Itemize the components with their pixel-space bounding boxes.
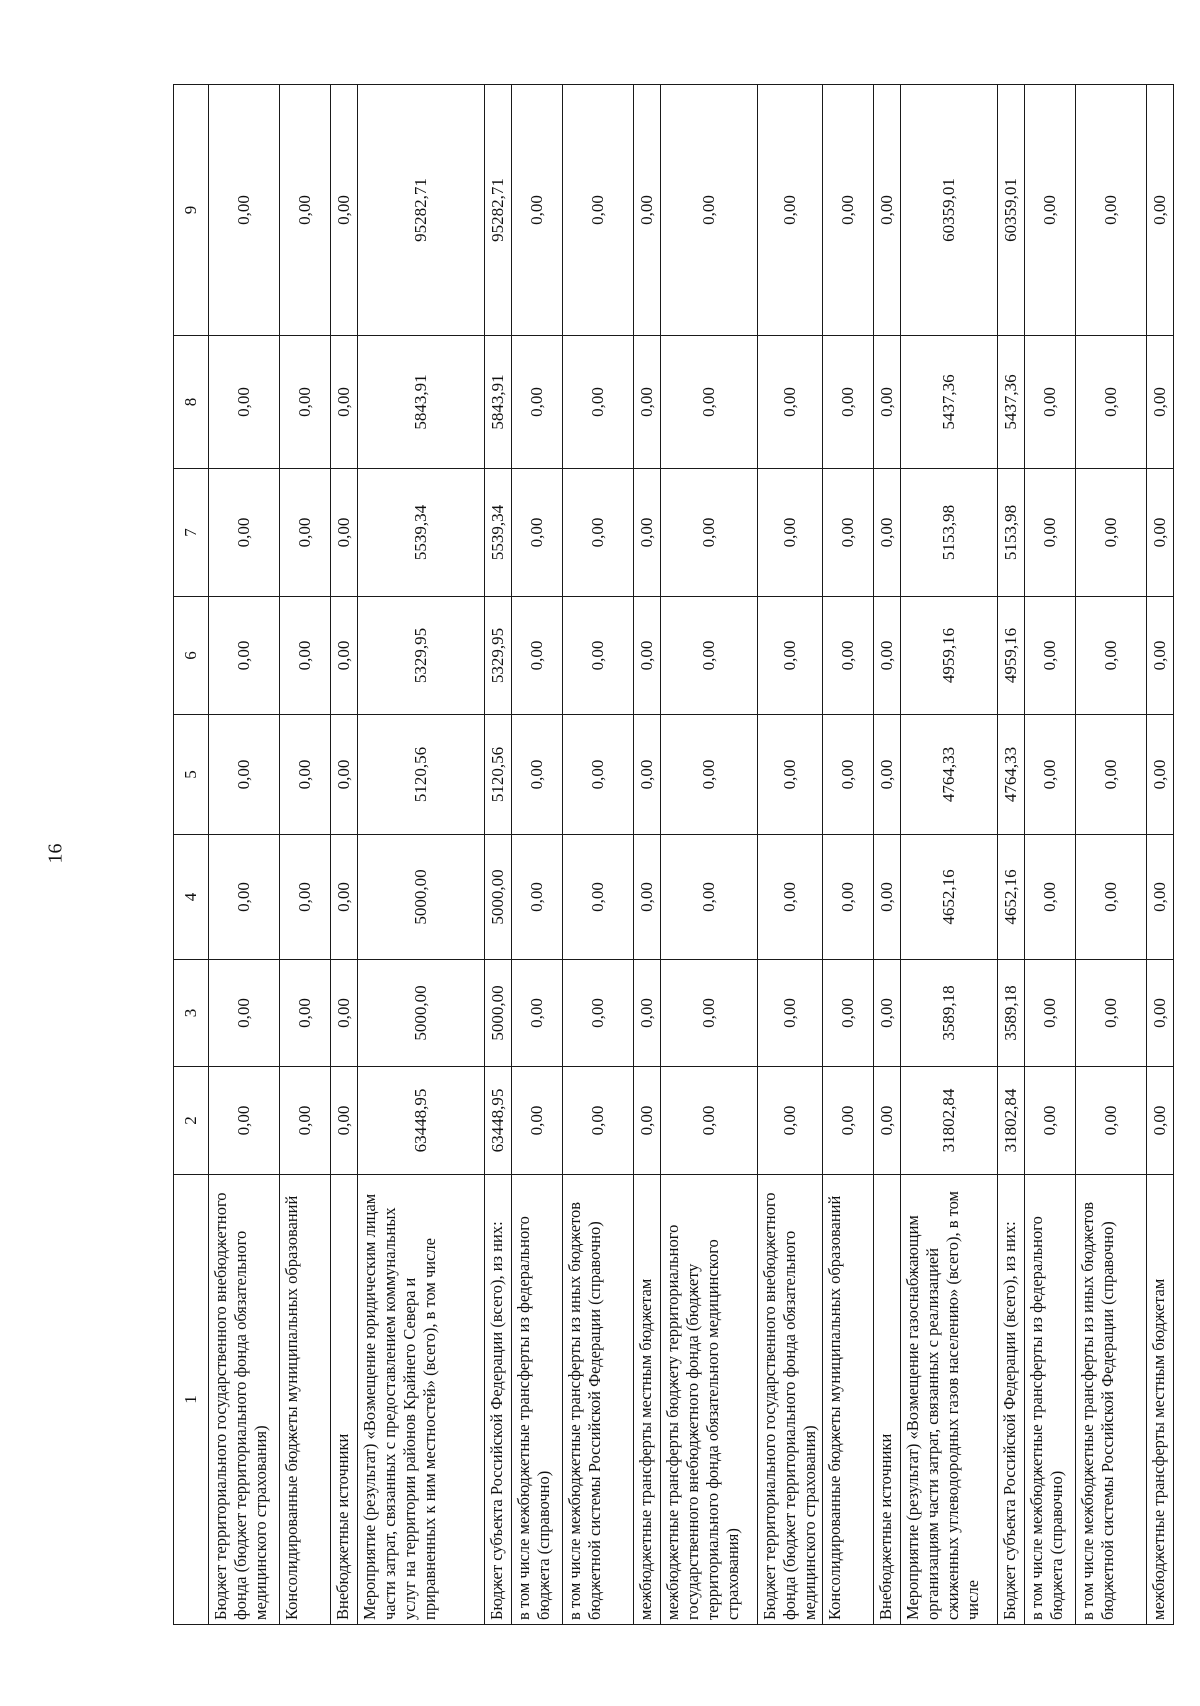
table-row xyxy=(661,85,758,1625)
value-cell: 0,00 xyxy=(512,715,563,835)
column-header: 5 xyxy=(174,715,209,835)
table-row xyxy=(874,85,901,1625)
value-cell: 0,00 xyxy=(331,960,358,1067)
value-cell: 95282,71 xyxy=(358,85,485,336)
value-cell: 60359,01 xyxy=(998,85,1025,336)
column-header: 8 xyxy=(174,336,209,469)
header-row xyxy=(174,85,209,1625)
value-cell: 95282,71 xyxy=(485,85,512,336)
value-cell: 0,00 xyxy=(1025,715,1076,835)
row-label: Бюджет территориального государственного внебюджетного фонда (бюджет территориального фонда обязательного медицинского страхования) xyxy=(209,1175,280,1625)
value-cell: 5153,98 xyxy=(901,469,998,597)
page-number: 16 xyxy=(44,843,67,864)
value-cell: 0,00 xyxy=(563,835,634,960)
value-cell: 0,00 xyxy=(758,715,823,835)
row-label: Внебюджетные источники xyxy=(331,1175,358,1625)
value-cell: 0,00 xyxy=(661,835,758,960)
table-row xyxy=(331,85,358,1625)
value-cell: 0,00 xyxy=(874,960,901,1067)
value-cell: 0,00 xyxy=(1147,336,1174,469)
value-cell: 4959,16 xyxy=(998,597,1025,715)
value-cell: 0,00 xyxy=(823,960,874,1067)
column-header: 6 xyxy=(174,597,209,715)
value-cell: 0,00 xyxy=(661,597,758,715)
value-cell: 0,00 xyxy=(758,469,823,597)
table-row xyxy=(1025,85,1076,1625)
value-cell: 0,00 xyxy=(280,597,331,715)
value-cell: 0,00 xyxy=(280,336,331,469)
value-cell: 31802,84 xyxy=(901,1067,998,1175)
table-row xyxy=(358,85,485,1625)
value-cell: 63448,95 xyxy=(485,1067,512,1175)
value-cell: 3589,18 xyxy=(901,960,998,1067)
value-cell: 0,00 xyxy=(563,85,634,336)
row-label: межбюджетные трансферты местным бюджетам xyxy=(634,1175,661,1625)
value-cell: 0,00 xyxy=(758,336,823,469)
value-cell: 4764,33 xyxy=(998,715,1025,835)
value-cell: 0,00 xyxy=(1147,469,1174,597)
value-cell: 0,00 xyxy=(874,85,901,336)
value-cell: 5329,95 xyxy=(485,597,512,715)
value-cell: 0,00 xyxy=(280,715,331,835)
value-cell: 0,00 xyxy=(661,85,758,336)
value-cell: 0,00 xyxy=(1147,960,1174,1067)
value-cell: 0,00 xyxy=(512,469,563,597)
value-cell: 0,00 xyxy=(758,960,823,1067)
value-cell: 0,00 xyxy=(512,1067,563,1175)
value-cell: 0,00 xyxy=(634,835,661,960)
table-header xyxy=(174,85,209,1625)
value-cell: 0,00 xyxy=(331,336,358,469)
row-label: Внебюджетные источники xyxy=(874,1175,901,1625)
value-cell: 0,00 xyxy=(661,336,758,469)
value-cell: 0,00 xyxy=(823,715,874,835)
value-cell: 5843,91 xyxy=(358,336,485,469)
value-cell: 0,00 xyxy=(874,835,901,960)
value-cell: 0,00 xyxy=(874,469,901,597)
table-row xyxy=(634,85,661,1625)
value-cell: 0,00 xyxy=(1076,960,1147,1067)
table-row xyxy=(1076,85,1147,1625)
column-header: 3 xyxy=(174,960,209,1067)
value-cell: 0,00 xyxy=(758,597,823,715)
value-cell: 0,00 xyxy=(331,1067,358,1175)
value-cell: 0,00 xyxy=(823,597,874,715)
value-cell: 0,00 xyxy=(634,597,661,715)
row-label: в том числе межбюджетные трансферты из иных бюджетов бюджетной системы Российской Федерации (справочно) xyxy=(1076,1175,1147,1625)
table-row xyxy=(485,85,512,1625)
value-cell: 0,00 xyxy=(1025,469,1076,597)
value-cell: 0,00 xyxy=(563,469,634,597)
table-row xyxy=(998,85,1025,1625)
value-cell: 5329,95 xyxy=(358,597,485,715)
value-cell: 0,00 xyxy=(512,597,563,715)
value-cell: 60359,01 xyxy=(901,85,998,336)
value-cell: 0,00 xyxy=(563,1067,634,1175)
column-header: 2 xyxy=(174,1067,209,1175)
row-label: в том числе межбюджетные трансферты из федерального бюджета (справочно) xyxy=(512,1175,563,1625)
value-cell: 0,00 xyxy=(758,85,823,336)
value-cell: 0,00 xyxy=(209,336,280,469)
table-row xyxy=(563,85,634,1625)
value-cell: 5000,00 xyxy=(358,960,485,1067)
value-cell: 0,00 xyxy=(563,597,634,715)
value-cell: 0,00 xyxy=(331,835,358,960)
value-cell: 0,00 xyxy=(1076,469,1147,597)
value-cell: 0,00 xyxy=(634,336,661,469)
value-cell: 4959,16 xyxy=(901,597,998,715)
table-row xyxy=(758,85,823,1625)
row-label: межбюджетные трансферты местным бюджетам xyxy=(1147,1175,1174,1625)
value-cell: 0,00 xyxy=(512,85,563,336)
value-cell: 0,00 xyxy=(634,960,661,1067)
value-cell: 5000,00 xyxy=(358,835,485,960)
value-cell: 0,00 xyxy=(280,835,331,960)
value-cell: 0,00 xyxy=(1147,597,1174,715)
value-cell: 0,00 xyxy=(512,336,563,469)
value-cell: 4652,16 xyxy=(998,835,1025,960)
value-cell: 0,00 xyxy=(209,715,280,835)
value-cell: 0,00 xyxy=(563,336,634,469)
value-cell: 0,00 xyxy=(1025,336,1076,469)
row-label: Мероприятие (результат) «Возмещение юридическим лицам части затрат, связанных с предоставлением коммунальных услуг на территории районов Крайнего Севера и приравненных к ним местностей» (всего), в том числе xyxy=(358,1175,485,1625)
value-cell: 0,00 xyxy=(209,835,280,960)
value-cell: 0,00 xyxy=(280,469,331,597)
table-row xyxy=(823,85,874,1625)
value-cell: 0,00 xyxy=(1076,85,1147,336)
value-cell: 0,00 xyxy=(823,336,874,469)
value-cell: 0,00 xyxy=(512,960,563,1067)
value-cell: 0,00 xyxy=(1147,1067,1174,1175)
value-cell: 0,00 xyxy=(512,835,563,960)
value-cell: 0,00 xyxy=(1147,715,1174,835)
value-cell: 0,00 xyxy=(1025,85,1076,336)
value-cell: 0,00 xyxy=(1076,835,1147,960)
value-cell: 5437,36 xyxy=(998,336,1025,469)
row-label: Консолидированные бюджеты муниципальных образований xyxy=(823,1175,874,1625)
row-label: в том числе межбюджетные трансферты из федерального бюджета (справочно) xyxy=(1025,1175,1076,1625)
value-cell: 0,00 xyxy=(634,1067,661,1175)
value-cell: 0,00 xyxy=(1076,715,1147,835)
value-cell: 0,00 xyxy=(823,85,874,336)
value-cell: 0,00 xyxy=(874,715,901,835)
value-cell: 5000,00 xyxy=(485,835,512,960)
value-cell: 0,00 xyxy=(1025,597,1076,715)
value-cell: 0,00 xyxy=(661,1067,758,1175)
value-cell: 0,00 xyxy=(634,715,661,835)
value-cell: 5539,34 xyxy=(358,469,485,597)
value-cell: 0,00 xyxy=(1025,1067,1076,1175)
value-cell: 0,00 xyxy=(1025,960,1076,1067)
column-header: 9 xyxy=(174,85,209,336)
value-cell: 0,00 xyxy=(1147,835,1174,960)
value-cell: 0,00 xyxy=(331,85,358,336)
value-cell: 5153,98 xyxy=(998,469,1025,597)
value-cell: 0,00 xyxy=(758,835,823,960)
value-cell: 0,00 xyxy=(209,1067,280,1175)
column-header: 7 xyxy=(174,469,209,597)
table-row xyxy=(209,85,280,1625)
value-cell: 5539,34 xyxy=(485,469,512,597)
table-row xyxy=(280,85,331,1625)
value-cell: 0,00 xyxy=(209,597,280,715)
value-cell: 0,00 xyxy=(1076,597,1147,715)
value-cell: 0,00 xyxy=(280,1067,331,1175)
value-cell: 5843,91 xyxy=(485,336,512,469)
value-cell: 0,00 xyxy=(823,1067,874,1175)
value-cell: 0,00 xyxy=(874,336,901,469)
value-cell: 63448,95 xyxy=(358,1067,485,1175)
value-cell: 0,00 xyxy=(1025,835,1076,960)
table-body xyxy=(209,85,1174,1625)
value-cell: 0,00 xyxy=(563,715,634,835)
table-row xyxy=(901,85,998,1625)
value-cell: 0,00 xyxy=(634,85,661,336)
value-cell: 5437,36 xyxy=(901,336,998,469)
value-cell: 0,00 xyxy=(209,85,280,336)
value-cell: 0,00 xyxy=(1076,336,1147,469)
value-cell: 0,00 xyxy=(280,85,331,336)
value-cell: 0,00 xyxy=(758,1067,823,1175)
value-cell: 3589,18 xyxy=(998,960,1025,1067)
value-cell: 0,00 xyxy=(331,597,358,715)
value-cell: 0,00 xyxy=(874,597,901,715)
value-cell: 4764,33 xyxy=(901,715,998,835)
value-cell: 0,00 xyxy=(331,715,358,835)
value-cell: 0,00 xyxy=(209,469,280,597)
value-cell: 5120,56 xyxy=(485,715,512,835)
rotated-table-wrapper xyxy=(173,85,1173,1625)
row-label: в том числе межбюджетные трансферты из иных бюджетов бюджетной системы Российской Федерации (справочно) xyxy=(563,1175,634,1625)
value-cell: 0,00 xyxy=(874,1067,901,1175)
value-cell: 0,00 xyxy=(661,715,758,835)
value-cell: 5000,00 xyxy=(485,960,512,1067)
value-cell: 0,00 xyxy=(661,469,758,597)
value-cell: 5120,56 xyxy=(358,715,485,835)
value-cell: 0,00 xyxy=(1076,1067,1147,1175)
value-cell: 0,00 xyxy=(661,960,758,1067)
column-header: 1 xyxy=(174,1175,209,1625)
value-cell: 31802,84 xyxy=(998,1067,1025,1175)
budget-table xyxy=(173,84,1174,1625)
value-cell: 0,00 xyxy=(209,960,280,1067)
value-cell: 0,00 xyxy=(823,469,874,597)
value-cell: 0,00 xyxy=(331,469,358,597)
value-cell: 0,00 xyxy=(1147,85,1174,336)
row-label: межбюджетные трансферты бюджету территориального государственного внебюджетного фонда (бюджету территориального фонда обязательного медицинского страхования) xyxy=(661,1175,758,1625)
row-label: Мероприятие (результат) «Возмещение газоснабжающим организациям части затрат, связанных с реализацией сжиженных углеводородных газов населению» (всего), в том числе xyxy=(901,1175,998,1625)
value-cell: 0,00 xyxy=(823,835,874,960)
row-label: Бюджет субъекта Российской Федерации (всего), из них: xyxy=(998,1175,1025,1625)
table-row xyxy=(1147,85,1174,1625)
row-label: Консолидированные бюджеты муниципальных образований xyxy=(280,1175,331,1625)
column-header: 4 xyxy=(174,835,209,960)
row-label: Бюджет субъекта Российской Федерации (всего), из них: xyxy=(485,1175,512,1625)
table-row xyxy=(512,85,563,1625)
row-label: Бюджет территориального государственного внебюджетного фонда (бюджет территориального фонда обязательного медицинского страхования) xyxy=(758,1175,823,1625)
value-cell: 0,00 xyxy=(563,960,634,1067)
value-cell: 4652,16 xyxy=(901,835,998,960)
value-cell: 0,00 xyxy=(280,960,331,1067)
value-cell: 0,00 xyxy=(634,469,661,597)
